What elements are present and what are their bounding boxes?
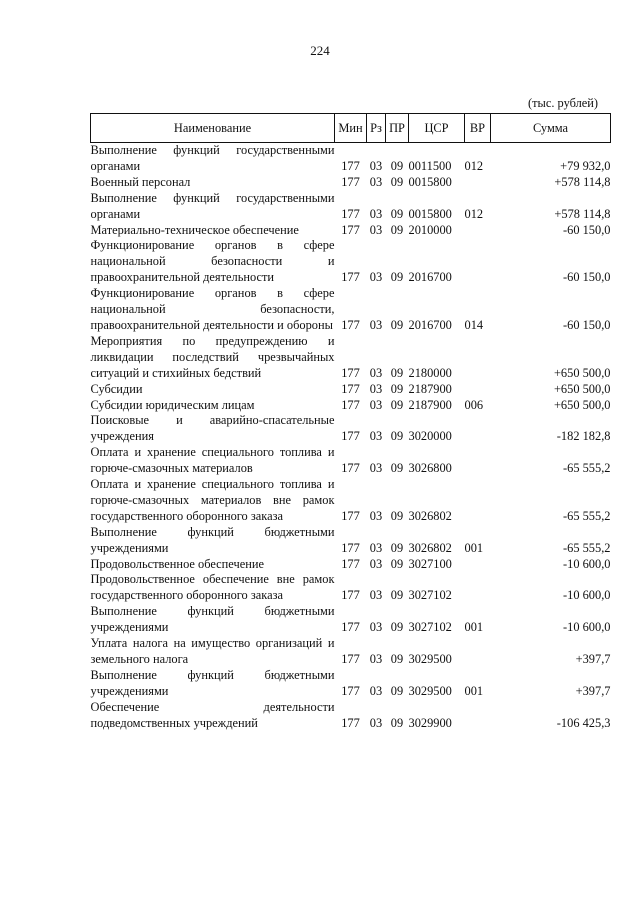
row-vr	[465, 572, 491, 604]
row-csr: 2180000	[408, 365, 452, 380]
row-sum: -10 600,0	[563, 556, 611, 571]
row-vr	[465, 636, 491, 668]
row-name: Оплата и хранение специального топлива и горюче-смазочных материалов вне рамок государственного оборонного заказа	[90, 477, 335, 523]
row-sum: +650 500,0	[553, 381, 611, 396]
row-vr	[465, 382, 491, 398]
row-name: Функционирование органов в сфере национальной безопасности и правоохранительной деятельности	[90, 238, 335, 285]
row-rz: 03	[369, 461, 383, 476]
row-min: 177	[341, 556, 360, 571]
row-sum: -106 425,3	[556, 715, 611, 730]
row-sum: +79 932,0	[560, 158, 611, 173]
header-min: Мин	[335, 114, 367, 143]
row-rz: 03	[369, 397, 383, 412]
row-min: 177	[341, 461, 360, 476]
row-pr: 09	[390, 540, 404, 555]
row-csr: 3029500	[408, 683, 452, 698]
row-sum: -60 150,0	[563, 270, 611, 285]
table-row	[91, 572, 611, 604]
row-vr	[465, 413, 491, 445]
table-row	[91, 668, 611, 700]
row-sum: -10 600,0	[563, 620, 611, 635]
row-csr: 2187900	[408, 397, 452, 412]
table-row	[91, 175, 611, 191]
row-sum: -10 600,0	[563, 588, 611, 603]
row-vr: 006	[464, 397, 484, 412]
row-min: 177	[341, 270, 360, 285]
row-name: Функционирование органов в сфере национальной безопасности, правоохранительной деятельности и обороны	[90, 286, 335, 332]
row-csr: 3026802	[408, 508, 452, 523]
row-csr: 3026800	[408, 461, 452, 476]
row-csr: 0015800	[408, 174, 452, 189]
row-vr: 001	[464, 540, 484, 555]
row-vr	[465, 477, 491, 525]
row-pr: 09	[390, 508, 404, 523]
table-row	[91, 334, 611, 382]
row-sum: -65 555,2	[563, 540, 611, 555]
row-name: Выполнение функций государственными органами	[90, 190, 335, 221]
row-name: Выполнение функций государственными органами	[90, 143, 335, 173]
row-pr: 09	[390, 556, 404, 571]
table-row	[91, 413, 611, 445]
row-rz: 03	[369, 508, 383, 523]
row-pr: 09	[390, 588, 404, 603]
header-rz: Рз	[367, 114, 386, 143]
row-pr: 09	[390, 270, 404, 285]
table-body	[91, 143, 611, 732]
row-name: Военный персонал	[90, 174, 191, 189]
row-pr: 09	[390, 429, 404, 444]
row-csr: 3020000	[408, 429, 452, 444]
row-csr: 3029500	[408, 652, 452, 666]
row-pr: 09	[390, 715, 404, 730]
row-min: 177	[341, 222, 360, 237]
row-csr: 0015800	[408, 206, 452, 221]
table-row	[91, 398, 611, 414]
row-csr: 3027102	[408, 588, 452, 603]
header-vr: ВР	[465, 114, 491, 143]
row-pr: 09	[390, 317, 404, 332]
row-pr: 09	[390, 365, 404, 380]
row-name: Оплата и хранение специального топлива и горюче-смазочных материалов	[90, 445, 335, 476]
row-pr: 09	[390, 222, 404, 237]
row-rz: 03	[369, 174, 383, 189]
row-pr: 09	[390, 652, 404, 666]
row-sum: +578 114,8	[554, 206, 611, 221]
table-row	[91, 636, 611, 668]
row-pr: 09	[390, 158, 404, 173]
row-csr: 2187900	[408, 381, 452, 396]
row-name: Уплата налога на имущество организаций и земельного налога	[90, 636, 335, 666]
row-name: Мероприятия по предупреждению и ликвидации последствий чрезвычайных ситуаций и стихийных бедствий	[90, 333, 335, 380]
row-pr: 09	[390, 683, 404, 698]
row-sum: -60 150,0	[563, 317, 611, 332]
row-vr	[465, 334, 491, 382]
row-min: 177	[341, 588, 360, 603]
row-min: 177	[341, 206, 360, 221]
row-sum: +397,7	[575, 683, 611, 698]
row-pr: 09	[390, 381, 404, 396]
row-sum: -65 555,2	[563, 508, 611, 523]
row-min: 177	[341, 540, 360, 555]
row-vr: 014	[464, 317, 484, 332]
row-csr: 2016700	[408, 270, 452, 285]
table-row	[91, 557, 611, 573]
row-name: Выполнение функций бюджетными учреждениями	[90, 524, 335, 555]
row-min: 177	[341, 365, 360, 380]
row-sum: +397,7	[575, 652, 611, 666]
row-rz: 03	[369, 158, 383, 173]
row-pr: 09	[390, 461, 404, 476]
row-min: 177	[341, 317, 360, 332]
row-rz: 03	[369, 683, 383, 698]
row-vr: 001	[464, 620, 484, 635]
row-pr: 09	[390, 620, 404, 635]
row-pr: 09	[390, 174, 404, 189]
row-vr: 012	[464, 158, 484, 173]
table-row	[91, 191, 611, 223]
row-min: 177	[341, 381, 360, 396]
header-name: Наименование	[91, 114, 335, 143]
row-min: 177	[341, 429, 360, 444]
row-rz: 03	[369, 365, 383, 380]
row-min: 177	[341, 715, 360, 730]
row-pr: 09	[390, 397, 404, 412]
row-min: 177	[341, 158, 360, 173]
row-vr	[465, 700, 491, 732]
row-rz: 03	[369, 381, 383, 396]
table-row	[91, 525, 611, 557]
row-rz: 03	[369, 429, 383, 444]
row-name: Выполнение функций бюджетными учреждениями	[90, 604, 335, 635]
row-min: 177	[341, 683, 360, 698]
row-name: Продовольственное обеспечение	[90, 556, 264, 571]
row-rz: 03	[369, 556, 383, 571]
row-vr: 012	[464, 206, 484, 221]
table-row	[91, 143, 611, 175]
row-vr	[465, 175, 491, 191]
row-csr: 3029900	[408, 715, 452, 730]
row-vr	[465, 445, 491, 477]
row-name: Обеспечение деятельности подведомственных учреждений	[90, 699, 335, 730]
row-rz: 03	[369, 652, 383, 666]
row-csr: 2010000	[408, 222, 452, 237]
row-csr: 0011500	[408, 158, 452, 173]
row-name: Субсидии юридическим лицам	[90, 397, 255, 412]
row-name: Субсидии	[90, 381, 143, 396]
row-rz: 03	[369, 222, 383, 237]
row-sum: +578 114,8	[554, 174, 611, 189]
row-sum: -65 555,2	[563, 461, 611, 476]
row-vr	[465, 238, 491, 286]
row-sum: -182 182,8	[556, 429, 611, 444]
row-rz: 03	[369, 540, 383, 555]
row-csr: 3026802	[408, 540, 452, 555]
budget-table	[90, 113, 611, 732]
row-min: 177	[341, 508, 360, 523]
row-min: 177	[341, 620, 360, 635]
row-csr: 3027100	[408, 556, 452, 571]
header-csr: ЦСР	[409, 114, 465, 143]
units-label: (тыс. рублей)	[528, 96, 599, 110]
row-rz: 03	[369, 270, 383, 285]
table-row	[91, 382, 611, 398]
row-vr	[465, 223, 491, 239]
page-number: 224	[310, 43, 330, 58]
row-pr: 09	[390, 206, 404, 221]
row-min: 177	[341, 174, 360, 189]
row-rz: 03	[369, 715, 383, 730]
row-rz: 03	[369, 317, 383, 332]
table-row	[91, 604, 611, 636]
table-row	[91, 223, 611, 239]
table-row	[91, 700, 611, 732]
row-name: Продовольственное обеспечение вне рамок государственного оборонного заказа	[90, 572, 335, 603]
table-row	[91, 238, 611, 286]
row-csr: 2016700	[408, 317, 452, 332]
table-row	[91, 477, 611, 525]
header-sum: Сумма	[491, 114, 611, 143]
row-csr: 3027102	[408, 620, 452, 635]
row-rz: 03	[369, 206, 383, 221]
row-sum: +650 500,0	[553, 397, 611, 412]
row-min: 177	[341, 652, 360, 666]
row-sum: -60 150,0	[563, 222, 611, 237]
row-sum: +650 500,0	[553, 365, 611, 380]
row-name: Выполнение функций бюджетными учреждениями	[90, 667, 335, 698]
header-pr: ПР	[386, 114, 409, 143]
row-vr	[465, 557, 491, 573]
row-name: Поисковые и аварийно-спасательные учреждения	[90, 413, 335, 444]
row-vr: 001	[464, 683, 484, 698]
row-name: Материально-техническое обеспечение	[90, 222, 299, 237]
table-row	[91, 286, 611, 334]
table-row	[91, 445, 611, 477]
row-min: 177	[341, 397, 360, 412]
table-header-row	[91, 114, 611, 143]
row-rz: 03	[369, 588, 383, 603]
row-rz: 03	[369, 620, 383, 635]
